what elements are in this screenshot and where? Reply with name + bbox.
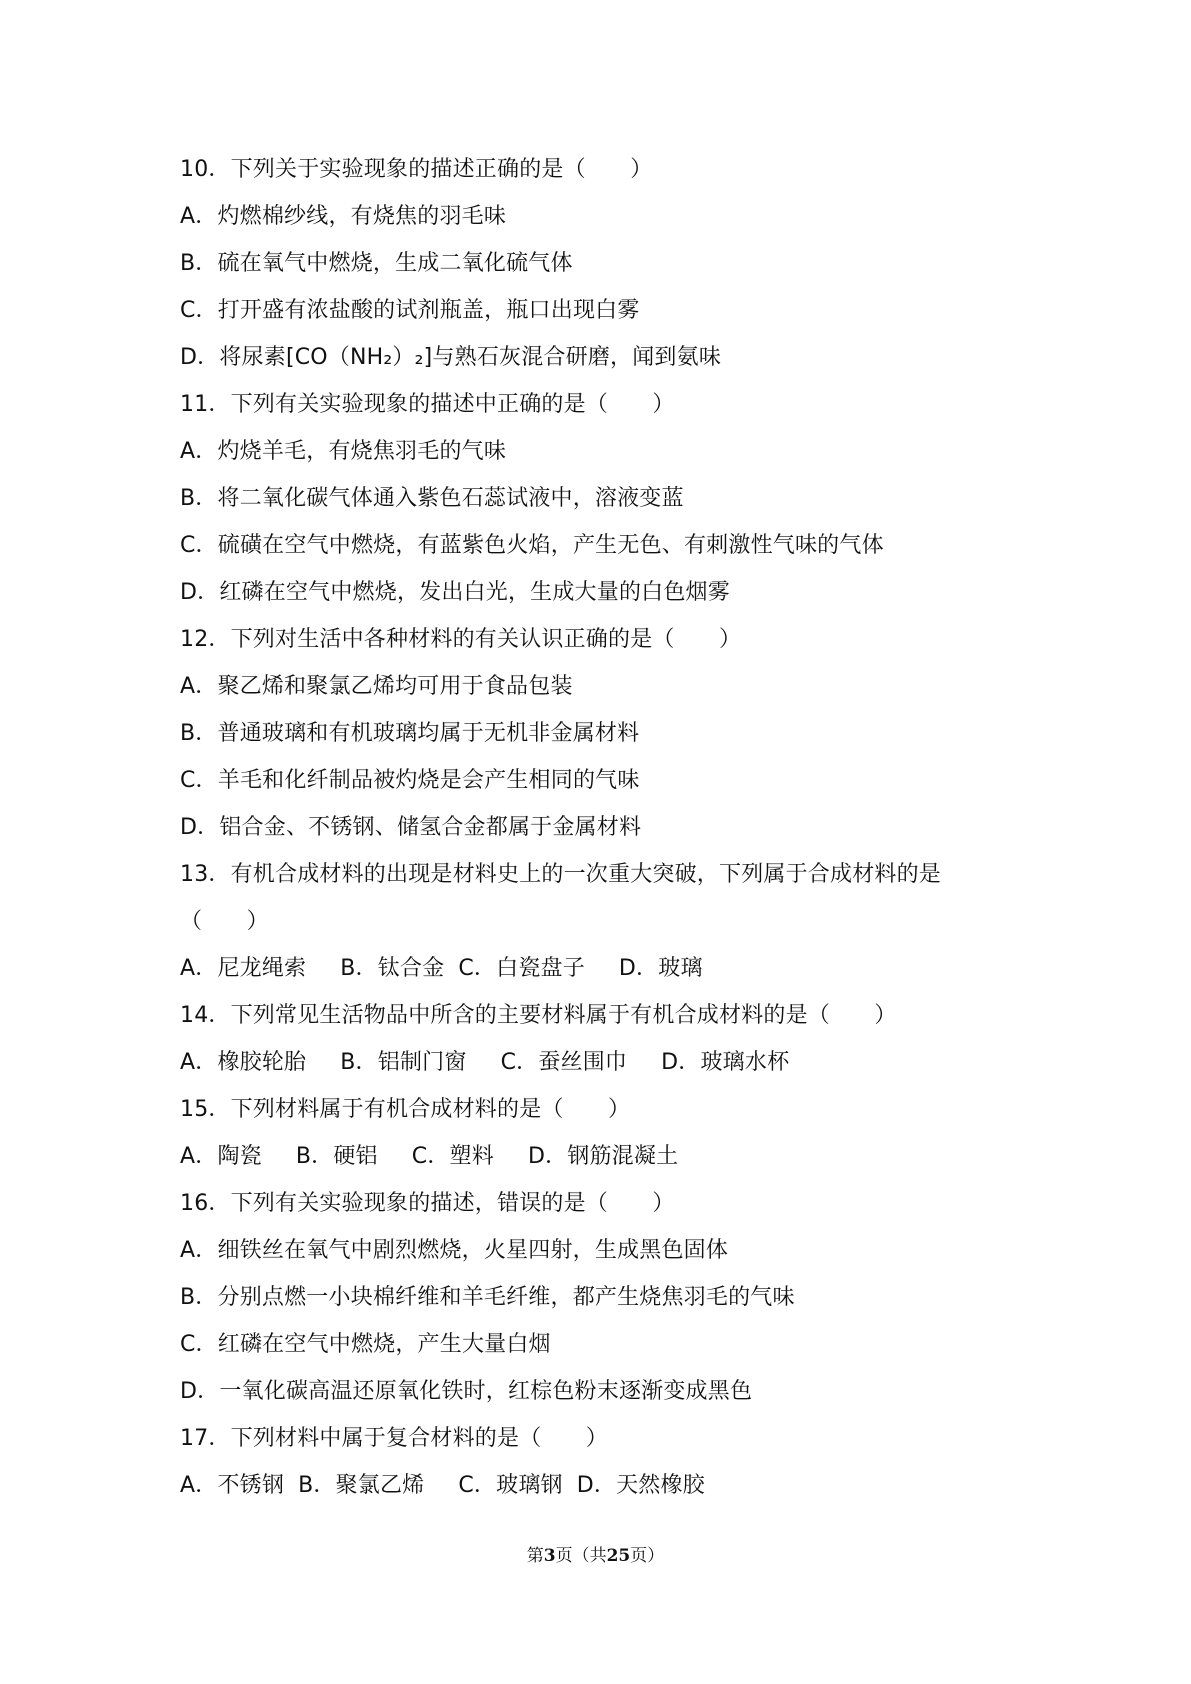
question-16-option-a: A．细铁丝在氧气中剧烈燃烧，火星四射，生成黑色固体 (180, 1238, 729, 1263)
question-16-option-c: C．红磷在空气中燃烧，产生大量白烟 (180, 1332, 551, 1357)
question-12-stem: 12．下列对生活中各种材料的有关认识正确的是（ ） (180, 627, 742, 652)
footer-prefix: 第 (526, 1546, 544, 1566)
question-17-option-d: D．天然橡胶 (576, 1473, 705, 1498)
question-11-option-c: C．硫磺在空气中燃烧，有蓝紫色火焰，产生无色、有刺激性气味的气体 (180, 533, 884, 558)
question-11-stem: 11．下列有关实验现象的描述中正确的是（ ） (180, 392, 675, 417)
footer-suffix: 页） (630, 1546, 665, 1566)
question-12-option-c: C．羊毛和化纤制品被灼烧是会产生相同的气味 (180, 768, 640, 793)
question-17-options (180, 1462, 1040, 1509)
question-14-stem: 14．下列常见生活物品中所含的主要材料属于有机合成材料的是（ ） (180, 1003, 897, 1028)
question-list (180, 146, 1040, 1509)
question-13-options (180, 945, 1040, 992)
question-15-stem: 15．下列材料属于有机合成材料的是（ ） (180, 1097, 631, 1122)
question-17-option-c: C．玻璃钢 (458, 1473, 563, 1498)
question-14-option-b: B．铝制门窗 (340, 1050, 467, 1075)
question-16-option-d: D．一氧化碳高温还原氧化铁时，红棕色粉末逐渐变成黑色 (180, 1379, 753, 1404)
question-13-option-a: A．尼龙绳索 (180, 956, 307, 981)
question-15-option-b: B．硬铝 (295, 1144, 378, 1169)
footer-middle: 页（共 (555, 1546, 607, 1566)
question-12-option-d: D．铝合金、不锈钢、储氢合金都属于金属材料 (180, 815, 642, 840)
question-13-option-c: C．白瓷盘子 (458, 956, 585, 981)
question-15-option-a: A．陶瓷 (180, 1144, 262, 1169)
question-15-option-d: D．钢筋混凝土 (527, 1144, 679, 1169)
question-13-stem-continued: （ ） (180, 909, 269, 934)
question-15-option-c: C．塑料 (411, 1144, 494, 1169)
question-14-options (180, 1039, 1040, 1086)
footer-total-pages: 25 (606, 1546, 631, 1566)
question-10-stem: 10．下列关于实验现象的描述正确的是（ ） (180, 157, 653, 182)
question-10-option-d: D．将尿素[CO（NH₂）₂]与熟石灰混合研磨，闻到氨味 (180, 345, 722, 370)
page-footer (0, 1541, 1191, 1566)
question-15-options (180, 1133, 1040, 1180)
question-10-option-b: B．硫在氧气中燃烧，生成二氧化硫气体 (180, 251, 573, 276)
question-17-option-b: B．聚氯乙烯 (298, 1473, 425, 1498)
question-13-stem: 13．有机合成材料的出现是材料史上的一次重大突破，下列属于合成材料的是 (180, 862, 941, 887)
question-13-option-d: D．玻璃 (618, 956, 703, 981)
question-10-option-c: C．打开盛有浓盐酸的试剂瓶盖，瓶口出现白雾 (180, 298, 640, 323)
question-14-option-a: A．橡胶轮胎 (180, 1050, 307, 1075)
question-16-stem: 16．下列有关实验现象的描述，错误的是（ ） (180, 1191, 675, 1216)
question-12-option-a: A．聚乙烯和聚氯乙烯均可用于食品包装 (180, 674, 573, 699)
question-11-option-b: B．将二氧化碳气体通入紫色石蕊试液中，溶液变蓝 (180, 486, 684, 511)
question-16-option-b: B．分别点燃一小块棉纤维和羊毛纤维，都产生烧焦羽毛的气味 (180, 1285, 795, 1310)
question-14-option-c: C．蚕丝围巾 (500, 1050, 628, 1075)
question-13-option-b: B．钛合金 (340, 956, 445, 981)
footer-page-number: 3 (543, 1546, 556, 1566)
question-17-option-a: A．不锈钢 (180, 1473, 285, 1498)
question-10-option-a: A．灼燃棉纱线，有烧焦的羽毛味 (180, 204, 507, 229)
question-11-option-d: D．红磷在空气中燃烧，发出白光，生成大量的白色烟雾 (180, 580, 730, 605)
question-17-stem: 17．下列材料中属于复合材料的是（ ） (180, 1426, 608, 1451)
question-14-option-d: D．玻璃水杯 (661, 1050, 790, 1075)
question-12-option-b: B．普通玻璃和有机玻璃均属于无机非金属材料 (180, 721, 640, 746)
question-11-option-a: A．灼烧羊毛，有烧焦羽毛的气味 (180, 439, 507, 464)
